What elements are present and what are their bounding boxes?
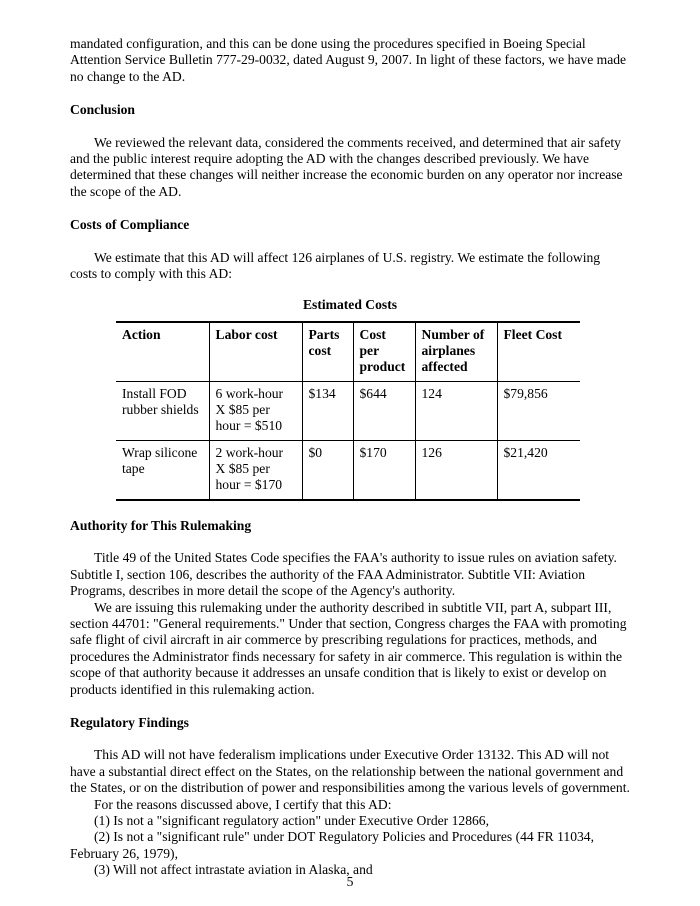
authority-paragraph-1: Title 49 of the United States Code specifies the FAA's authority to issue rules on aviation safety. Subtitle I, section 106, describes the authority of the FAA Administrator. Subtitle VII: Aviation Programs, describes in more detail the scope of the Agency's authority. [70,550,617,599]
findings-paragraph-1: This AD will not have federalism implications under Executive Order 13132. This AD will not have a substantial direct effect on the States, on the relationship between the national government and the States, or on the distribution of power and responsibilities among the various levels of government. [70,747,630,796]
table-row [116,440,580,500]
header-parts-cost: Parts cost [302,322,353,382]
costs-paragraph: We estimate that this AD will affect 126 airplanes of U.S. registry. We estimate the following costs to comply with this AD: [70,249,601,282]
findings-heading: Regulatory Findings [70,714,189,730]
cell-airplanes-affected: 126 [415,440,497,500]
conclusion-paragraph: We reviewed the relevant data, considered the comments received, and determined that air safety and the public interest require adopting the AD with the changes described previously. We have determined that these changes will neither increase the economic burden on any operator nor increase the scope of the AD. [70,134,623,199]
cell-fleet-cost: $79,856 [497,381,580,440]
findings-paragraph-2: For the reasons discussed above, I certify that this AD: [94,796,392,812]
table-header-row [116,322,580,382]
header-fleet-cost: Fleet Cost [497,322,580,382]
cell-cost-per-product: $644 [353,381,415,440]
cell-labor-cost: 2 work-hour X $85 per hour = $170 [209,440,302,500]
table-title: Estimated Costs [302,297,398,313]
cell-cost-per-product: $170 [353,440,415,500]
authority-paragraph-2: We are issuing this rulemaking under the authority described in subtitle VII, part A, subpart III, section 44701: "General requirements." Under that section, Congress charges the FAA with promoting safe flight of civil aircraft in air commerce by prescribing regulations for practices, methods, and procedures the Administrator finds necessary for safety in air commerce. This regulation is within the scope of that authority because it addresses an unsafe condition that is likely to exist or develop on products identified in this rulemaking action. [70,599,627,697]
header-action: Action [122,326,161,342]
findings-item-2: (2) Is not a "significant rule" under DOT Regulatory Policies and Procedures (44 FR 11034, February 26, 1979), [70,829,595,861]
header-cost-per-product: Cost per product [353,322,415,382]
page-number: 5 [346,874,354,889]
costs-heading: Costs of Compliance [70,217,190,233]
findings-item-1: (1) Is not a "significant regulatory action" under Executive Order 12866, [94,812,489,828]
cell-airplanes-affected: 124 [415,381,497,440]
table-row [116,381,580,440]
conclusion-heading: Conclusion [70,102,135,118]
authority-heading: Authority for This Rulemaking [70,517,252,533]
cell-parts-cost: $134 [302,381,353,440]
document-page [70,36,630,879]
cell-labor-cost: 6 work-hour X $85 per hour = $510 [209,381,302,440]
cell-action: Install FOD rubber shields [122,385,199,417]
estimated-costs-table [116,321,580,501]
cell-fleet-cost: $21,420 [497,440,580,500]
intro-paragraph: mandated configuration, and this can be done using the procedures specified in Boeing Special Attention Service Bulletin 777-29-0032, dated August 9, 2007. In light of these factors, we have made no change to the AD. [70,36,627,84]
cell-parts-cost: $0 [302,440,353,500]
header-airplanes-affected: Number of airplanes affected [415,322,497,382]
header-labor-cost: Labor cost [209,322,302,382]
cell-action: Wrap silicone tape [122,444,198,476]
findings-item-3: (3) Will not affect intrastate aviation in Alaska, and [94,862,373,878]
